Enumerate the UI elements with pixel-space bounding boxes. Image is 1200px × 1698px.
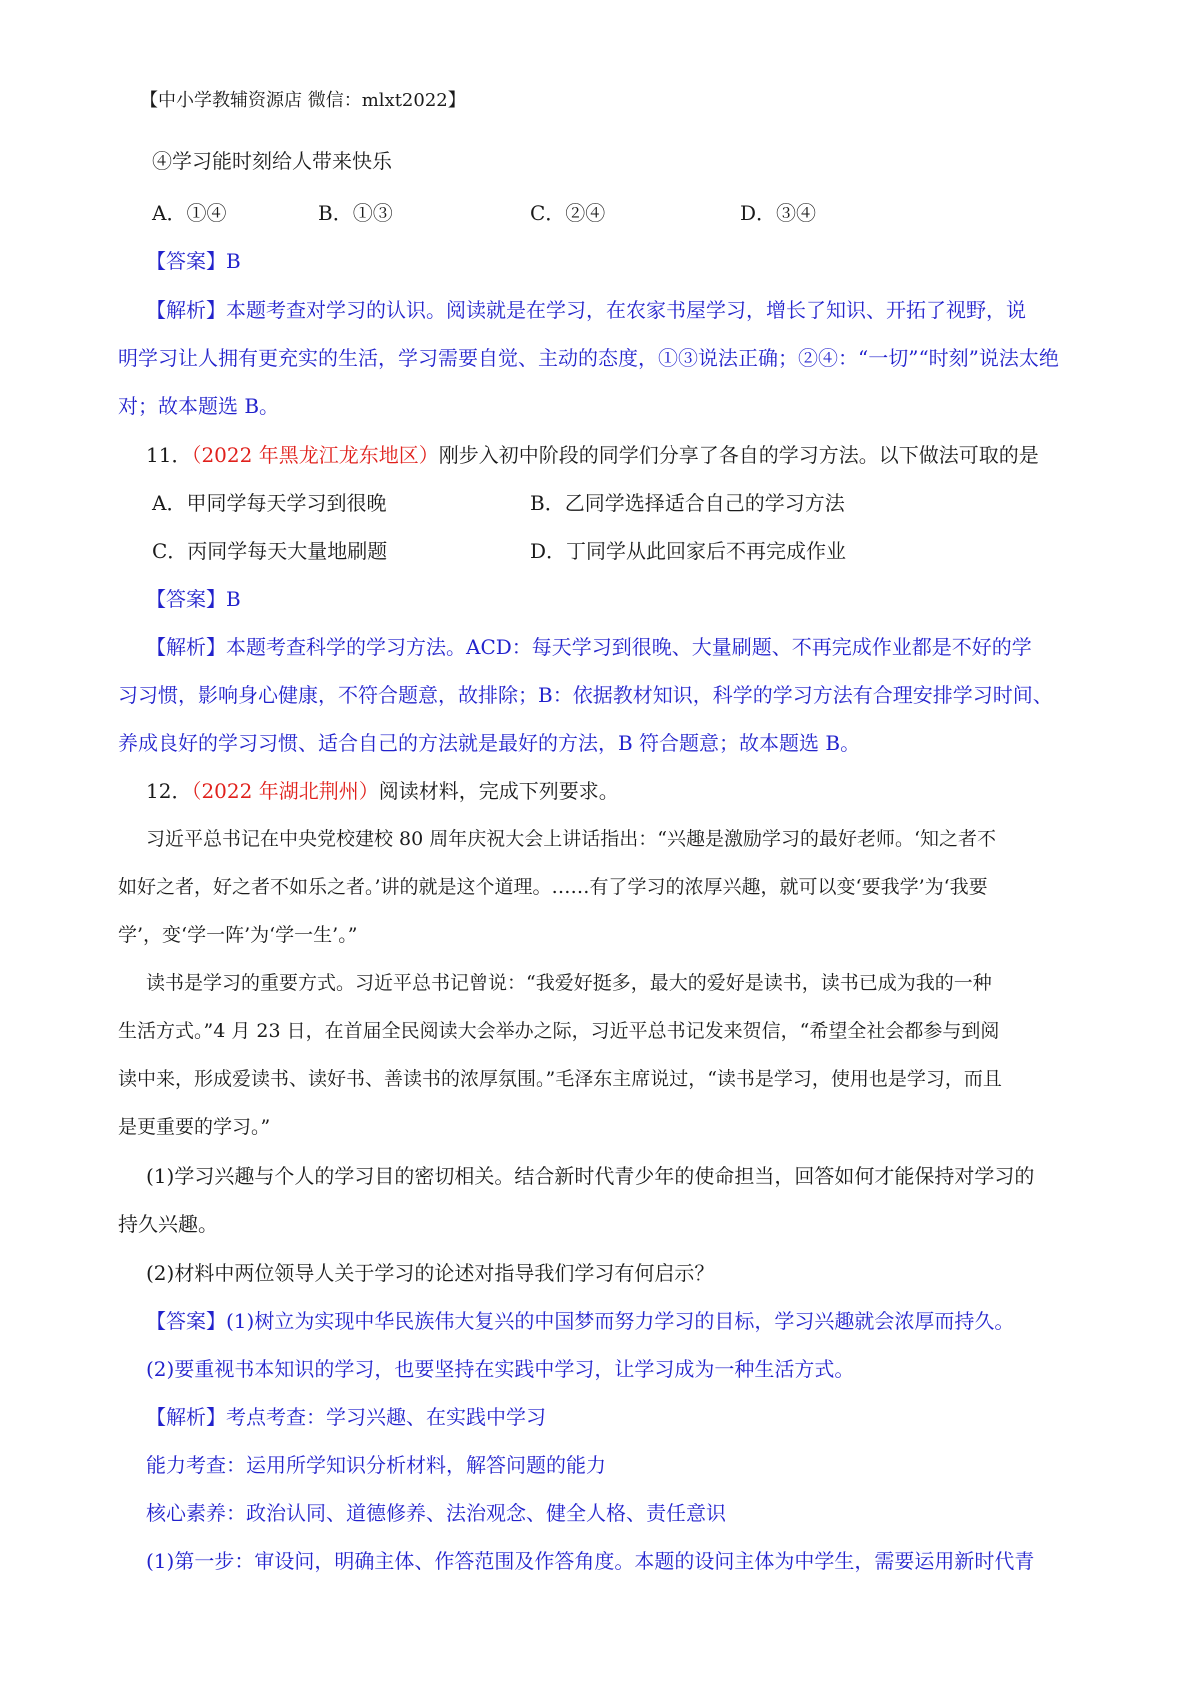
page-header: 【中小学教辅资源店 微信：mlxt2022】 [140,90,466,111]
q12-question-1-line-1: (1)学习兴趣与个人的学习目的密切相关。结合新时代青少年的使命担当，回答如何才能保持对学习的 [146,1164,1035,1188]
q12-analysis-line-2: 能力考查：运用所学知识分析材料，解答问题的能力 [146,1453,606,1477]
q11-option-d: D．丁同学从此回家后不再完成作业 [530,539,847,563]
q10-answer: 【答案】B [146,249,241,273]
q11-analysis-line-1: 【解析】本题考查科学的学习方法。ACD：每天学习到很晚、大量刷题、不再完成作业都是不好的学 [146,635,1032,659]
q12-analysis-line-3: 核心素养：政治认同、道德修养、法治观念、健全人格、责任意识 [146,1501,726,1525]
q10-analysis-line-3: 对；故本题选 B。 [118,394,280,418]
q12-question-2: (2)材料中两位领导人关于学习的论述对指导我们学习有何启示？ [146,1261,715,1285]
q12-material-line-6: 读中来，形成爱读书、读好书、善读书的浓厚氛围。”毛泽东主席说过，“读书是学习，使用也是学习，而且 [118,1068,1002,1090]
q12-material-line-7: 是更重要的学习。” [118,1116,271,1138]
q10-option-c: C．②④ [530,201,606,225]
q12-material-line-2: 如好之者，好之者不如乐之者。’讲的就是这个道理。……有了学习的浓厚兴趣，就可以变‘要我学’为‘我要 [118,876,988,898]
q10-analysis-line-2: 明学习让人拥有更充实的生活，学习需要自觉、主动的态度，①③说法正确；②④：“一切”“时刻”说法太绝 [118,346,1059,370]
q11-answer: 【答案】B [146,587,241,611]
q10-analysis-line-1: 【解析】本题考查对学习的认识。阅读就是在学习，在农家书屋学习，增长了知识、开拓了视野，说 [146,298,1026,322]
q11-option-b: B．乙同学选择适合自己的学习方法 [530,491,845,515]
q10-option-b: B．①③ [318,201,393,225]
q12-material-line-5: 生活方式。”4 月 23 日，在首届全民阅读大会举办之际，习近平总书记发来贺信，“希望全社会都参与到阅 [118,1020,1000,1042]
q11-analysis-line-2: 习习惯，影响身心健康，不符合题意，故排除；B：依据教材知识，科学的学习方法有合理安排学习时间、 [118,683,1053,707]
q12-analysis-line-4: (1)第一步：审设问，明确主体、作答范围及作答角度。本题的设问主体为中学生，需要运用新时代青 [146,1549,1035,1573]
q11-option-c: C．丙同学每天大量地刷题 [152,539,388,563]
q12-material-line-4: 读书是学习的重要方式。习近平总书记曾说：“我爱好挺多，最大的爱好是读书，读书已成为我的一种 [146,972,992,994]
q10-item-4: ④学习能时刻给人带来快乐 [152,149,392,173]
q12-stem-text: 阅读材料，完成下列要求。 [378,779,619,803]
q12-question-1-line-2: 持久兴趣。 [118,1212,218,1236]
q11-analysis-line-3: 养成良好的学习习惯、适合自己的方法就是最好的方法，B 符合题意；故本题选 B。 [118,731,861,755]
q12-stem [146,776,619,806]
q11-option-a: A．甲同学每天学习到很晚 [152,491,387,515]
q12-number: 12． [146,779,192,803]
q12-material-line-1: 习近平总书记在中央党校建校 80 周年庆祝大会上讲话指出：“兴趣是激励学习的最好老师。‘知之者不 [146,828,997,850]
q12-analysis-line-1: 【解析】考点考查：学习兴趣、在实践中学习 [146,1405,546,1429]
q12-answer-line-2: (2)要重视书本知识的学习，也要坚持在实践中学习，让学习成为一种生活方式。 [146,1357,855,1381]
q11-source: （2022 年黑龙江龙东地区） [191,443,439,467]
q11-stem-text: 刚步入初中阶段的同学们分享了各自的学习方法。以下做法可取的是 [438,443,1039,467]
q11-stem [146,440,1039,470]
q12-material-line-3: 学’，变‘学一阵’为‘学一生’。” [118,924,358,946]
q10-option-a: A．①④ [152,201,227,225]
q10-option-d: D．③④ [740,201,817,225]
q12-source: （2022 年湖北荆州） [191,779,379,803]
q11-number: 11． [146,443,192,467]
q12-answer-line-1: 【答案】(1)树立为实现中华民族伟大复兴的中国梦而努力学习的目标，学习兴趣就会浓厚而持久。 [146,1309,1015,1333]
